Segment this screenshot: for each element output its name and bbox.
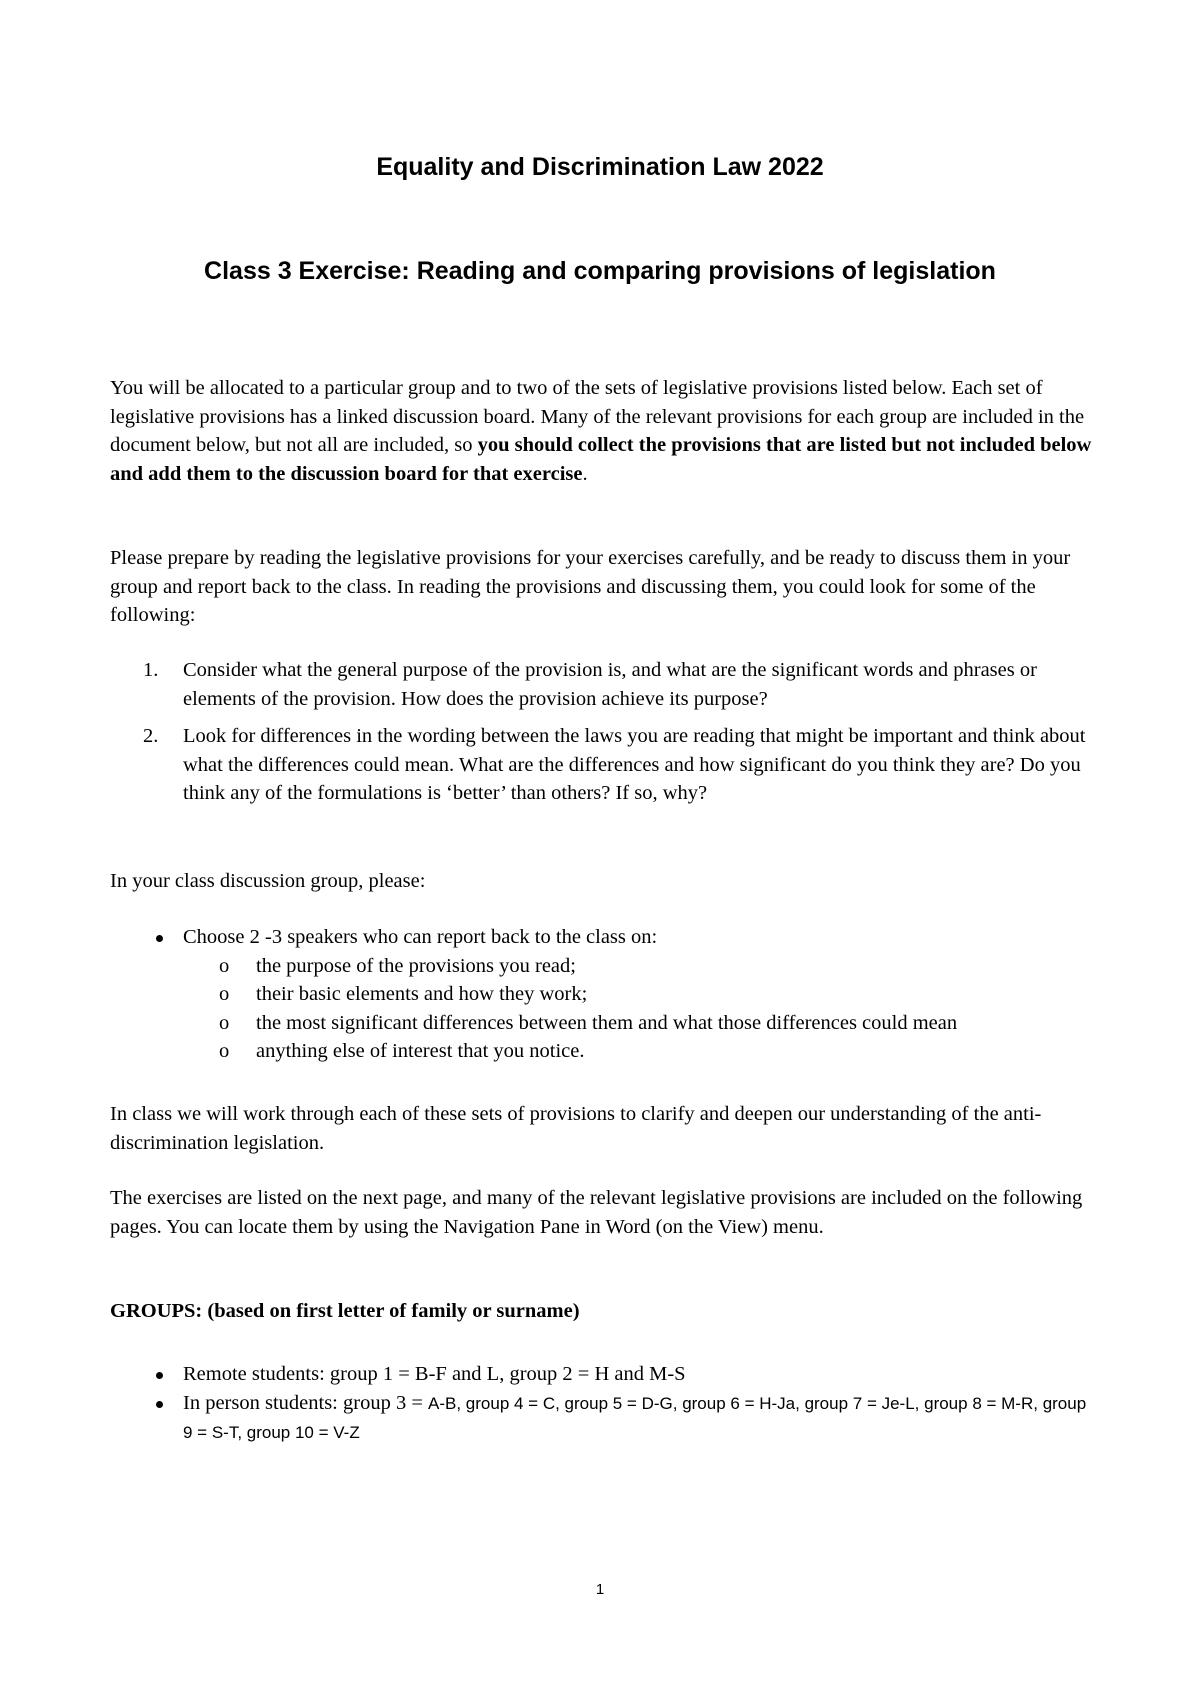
prepare-paragraph: Please prepare by reading the legislative provisions for your exercises carefully, and be ready to discuss them in your group and report back to the class. In reading the provisions and discussing them, you could look for some of the following: — [110, 547, 1071, 626]
sub-item — [183, 1009, 1100, 1038]
item-text: Consider what the general purpose of the provision is, and what are the significant words and phrases or elements of the provision. How does the provision achieve its purpose? — [183, 659, 1037, 710]
sub-bullet-icon: o — [219, 1040, 230, 1062]
exercises-paragraph: The exercises are listed on the next page, and many of the relevant legislative provisions are included on the following pages. You can locate them by using the Navigation Pane in Word (on the View) menu. — [110, 1187, 1083, 1238]
discussion-intro: In your class discussion group, please: — [110, 870, 426, 892]
sub-item — [183, 980, 1100, 1009]
bullet-item — [110, 923, 1100, 1066]
numbered-list — [110, 656, 1100, 808]
groups-in-person-lead: In person students: group 3 = — [183, 1391, 429, 1414]
groups-remote: Remote students: group 1 = B-F and L, group 2 = H and M-S — [183, 1363, 686, 1385]
item-text: Look for differences in the wording between the laws you are reading that might be important and think about what the differences could mean. What are the differences and how significant do you think they are? Do you think any of the formulations is ‘better’ than others? If so, why? — [183, 725, 1086, 804]
numbered-item — [110, 722, 1100, 808]
numbered-item — [110, 656, 1100, 713]
sub-bullet-icon: o — [219, 983, 230, 1005]
bullet-dot-icon — [156, 1372, 163, 1379]
class-paragraph: In class we will work through each of these sets of provisions to clarify and deepen our understanding of the anti-discrimination legislation. — [110, 1103, 1042, 1154]
document-title: Equality and Discrimination Law 2022 — [376, 153, 824, 181]
page-number: 1 — [595, 1581, 605, 1598]
bullet-item — [110, 1360, 1100, 1389]
groups-in-person-rest: A-B, group 4 = C, group 5 = D-G, group 6 = H-Ja, group 7 = Je-L, group 8 = M-R, group 9 = S-T, group 10 = V-Z — [183, 1393, 1087, 1442]
speakers-list — [110, 923, 1100, 1066]
intro-bold-instruction: you should collect the provisions that are listed but not included below and add them to the discussion board for that exercise — [110, 434, 1092, 485]
bullet-dot-icon — [156, 1401, 163, 1408]
item-number: 1. — [143, 659, 159, 681]
sub-item — [183, 952, 1100, 981]
sub-bullet-icon: o — [219, 1011, 230, 1034]
intro-end: . — [582, 462, 588, 485]
intro-paragraph — [110, 374, 1100, 488]
intro-text: You will be allocated to a particular group and to two of the sets of legislative provisions listed below. Each set of legislative provisions has a linked discussion board. Many of the relevant provisions for each group are included in the document below, but not all are included, so — [110, 377, 1085, 456]
groups-list — [110, 1360, 1100, 1448]
document-subtitle: Class 3 Exercise: Reading and comparing provisions of legislation — [204, 257, 996, 285]
item-number: 2. — [143, 725, 159, 747]
sub-item-text: anything else of interest that you notice. — [256, 1040, 585, 1062]
bullet-item — [110, 1389, 1100, 1448]
sub-item-text: the purpose of the provisions you read; — [256, 954, 576, 977]
speakers-sublist — [183, 952, 1100, 1066]
groups-heading: GROUPS: (based on first letter of family or surname) — [110, 1300, 580, 1322]
sub-bullet-icon: o — [219, 954, 230, 977]
speakers-text: Choose 2 -3 speakers who can report back to the class on: — [183, 926, 658, 948]
bullet-dot-icon — [156, 935, 163, 942]
sub-item — [183, 1037, 1100, 1066]
sub-item-text: the most significant differences between them and what those differences could mean — [256, 1011, 958, 1034]
sub-item-text: their basic elements and how they work; — [256, 983, 588, 1005]
